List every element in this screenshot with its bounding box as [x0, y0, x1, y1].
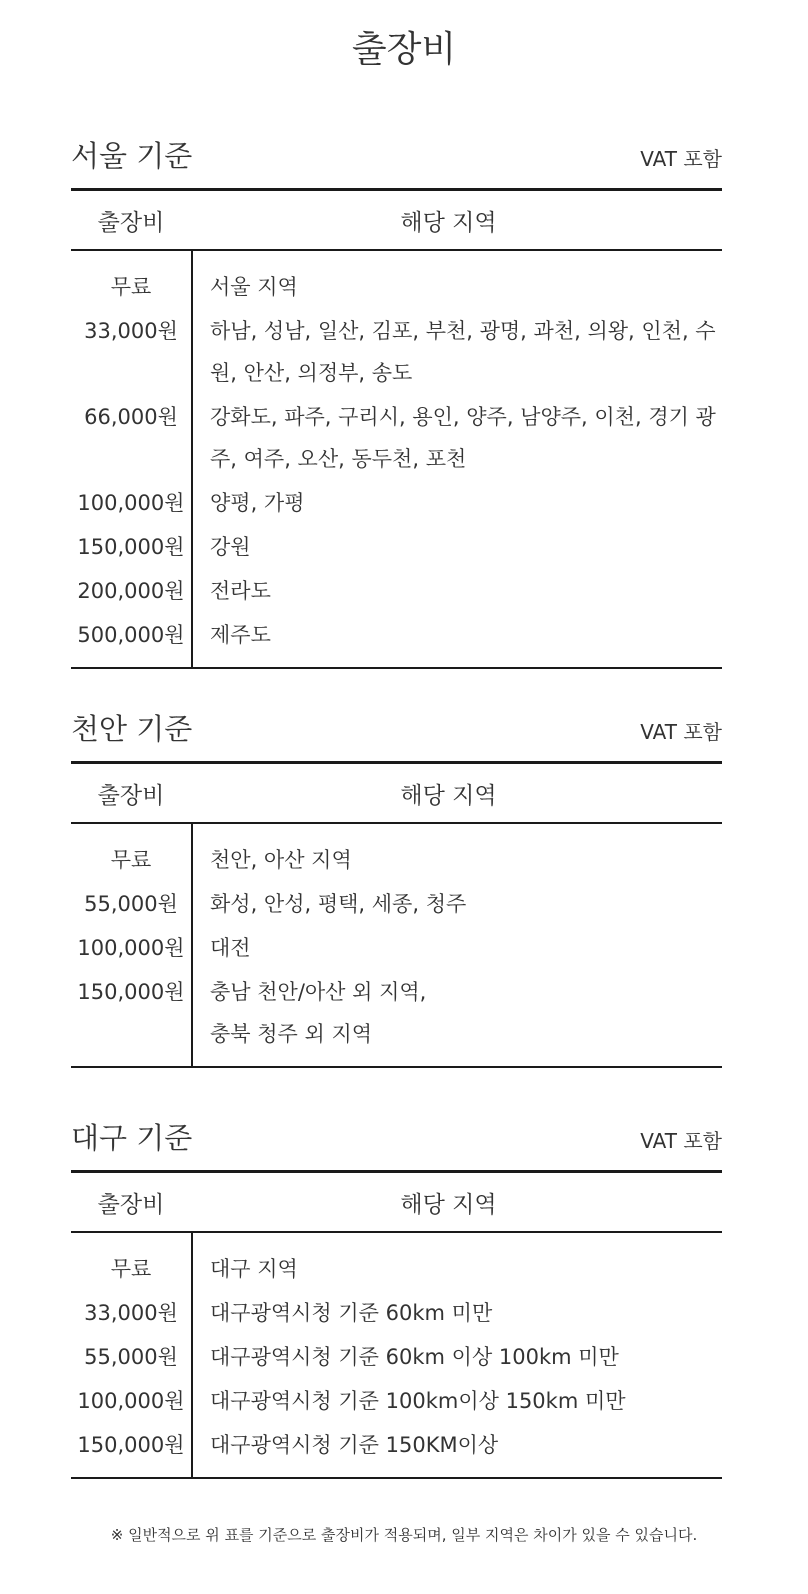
- table-header: [71, 1173, 722, 1233]
- header-area: 해당 지역: [400, 1191, 497, 1218]
- area-cell: 대구광역시청 기준 60km 미만: [210, 1301, 493, 1325]
- fee-cell: 100,000원: [77, 1389, 185, 1413]
- section-seoul: [71, 132, 722, 669]
- footnote: ※ 일반적으로 위 표를 기준으로 출장비가 적용되며, 일부 지역은 차이가 있을 수 있습니다.: [110, 1526, 698, 1544]
- area-cell: 강원: [210, 535, 251, 559]
- fee-cell: 200,000원: [77, 579, 185, 603]
- fee-table: [71, 1170, 722, 1479]
- fee-column: [71, 251, 193, 667]
- area-cell: 서울 지역: [210, 275, 298, 299]
- section-header: [71, 1114, 722, 1170]
- fee-cell: 150,000원: [77, 1433, 185, 1457]
- area-cell: 하남, 성남, 일산, 김포, 부천, 광명, 과천, 의왕, 인천, 수원, 안산, 의정부, 송도: [210, 319, 716, 385]
- area-cell: 대전: [210, 936, 251, 960]
- area-cell: 대구광역시청 기준 100km이상 150km 미만: [210, 1389, 626, 1413]
- section-title: 서울 기준: [71, 139, 193, 173]
- table-header: [71, 191, 722, 251]
- area-cell: 강화도, 파주, 구리시, 용인, 양주, 남양주, 이천, 경기 광주, 여주, 오산, 동두천, 포천: [210, 405, 716, 471]
- table-body: [71, 824, 722, 1066]
- table-body: [71, 251, 722, 667]
- fee-table: [71, 761, 722, 1068]
- fee-cell: 33,000원: [84, 1301, 178, 1325]
- vat-note: VAT 포함: [640, 720, 722, 744]
- area-column: [193, 265, 722, 657]
- fee-cell: 무료: [110, 848, 152, 872]
- area-cell: 제주도: [210, 623, 271, 647]
- fee-cell: 100,000원: [77, 936, 185, 960]
- area-cell: 양평, 가평: [210, 491, 305, 515]
- fee-table: [71, 188, 722, 669]
- area-cell: 대구광역시청 기준 150KM이상: [210, 1433, 499, 1457]
- vat-note: VAT 포함: [640, 1129, 722, 1153]
- area-cell: 대구광역시청 기준 60km 이상 100km 미만: [210, 1345, 619, 1369]
- table-body: [71, 1233, 722, 1477]
- section-daegu: [71, 1114, 722, 1479]
- header-fee: 출장비: [97, 209, 165, 236]
- fee-cell: 66,000원: [84, 405, 178, 429]
- section-header: [71, 705, 722, 761]
- section-title: 천안 기준: [71, 712, 193, 746]
- area-column: [193, 1247, 722, 1467]
- area-cell: 천안, 아산 지역: [210, 848, 352, 872]
- area-cell: 충남 천안/아산 외 지역, 충북 청주 외 지역: [210, 980, 427, 1046]
- area-cell: 전라도: [210, 579, 271, 603]
- table-header: [71, 764, 722, 824]
- page-title: 출장비: [351, 29, 457, 70]
- header-area: 해당 지역: [400, 209, 497, 236]
- area-cell: 화성, 안성, 평택, 세종, 청주: [210, 892, 467, 916]
- fee-cell: 55,000원: [84, 1345, 178, 1369]
- fee-cell: 무료: [110, 275, 152, 299]
- header-fee: 출장비: [97, 1191, 165, 1218]
- fee-column: [71, 824, 193, 1066]
- header-area: 해당 지역: [400, 782, 497, 809]
- fee-cell: 150,000원: [77, 535, 185, 559]
- fee-cell: 55,000원: [84, 892, 178, 916]
- fee-cell: 100,000원: [77, 491, 185, 515]
- header-fee: 출장비: [97, 782, 165, 809]
- fee-column: [71, 1233, 193, 1477]
- section-cheonan: [71, 705, 722, 1068]
- fee-cell: 33,000원: [84, 319, 178, 343]
- section-title: 대구 기준: [71, 1121, 193, 1155]
- fee-cell: 150,000원: [77, 980, 185, 1004]
- area-cell: 대구 지역: [210, 1257, 298, 1281]
- fee-cell: 500,000원: [77, 623, 185, 647]
- vat-note: VAT 포함: [640, 147, 722, 171]
- section-header: [71, 132, 722, 188]
- fee-cell: 무료: [110, 1257, 152, 1281]
- area-column: [193, 838, 722, 1056]
